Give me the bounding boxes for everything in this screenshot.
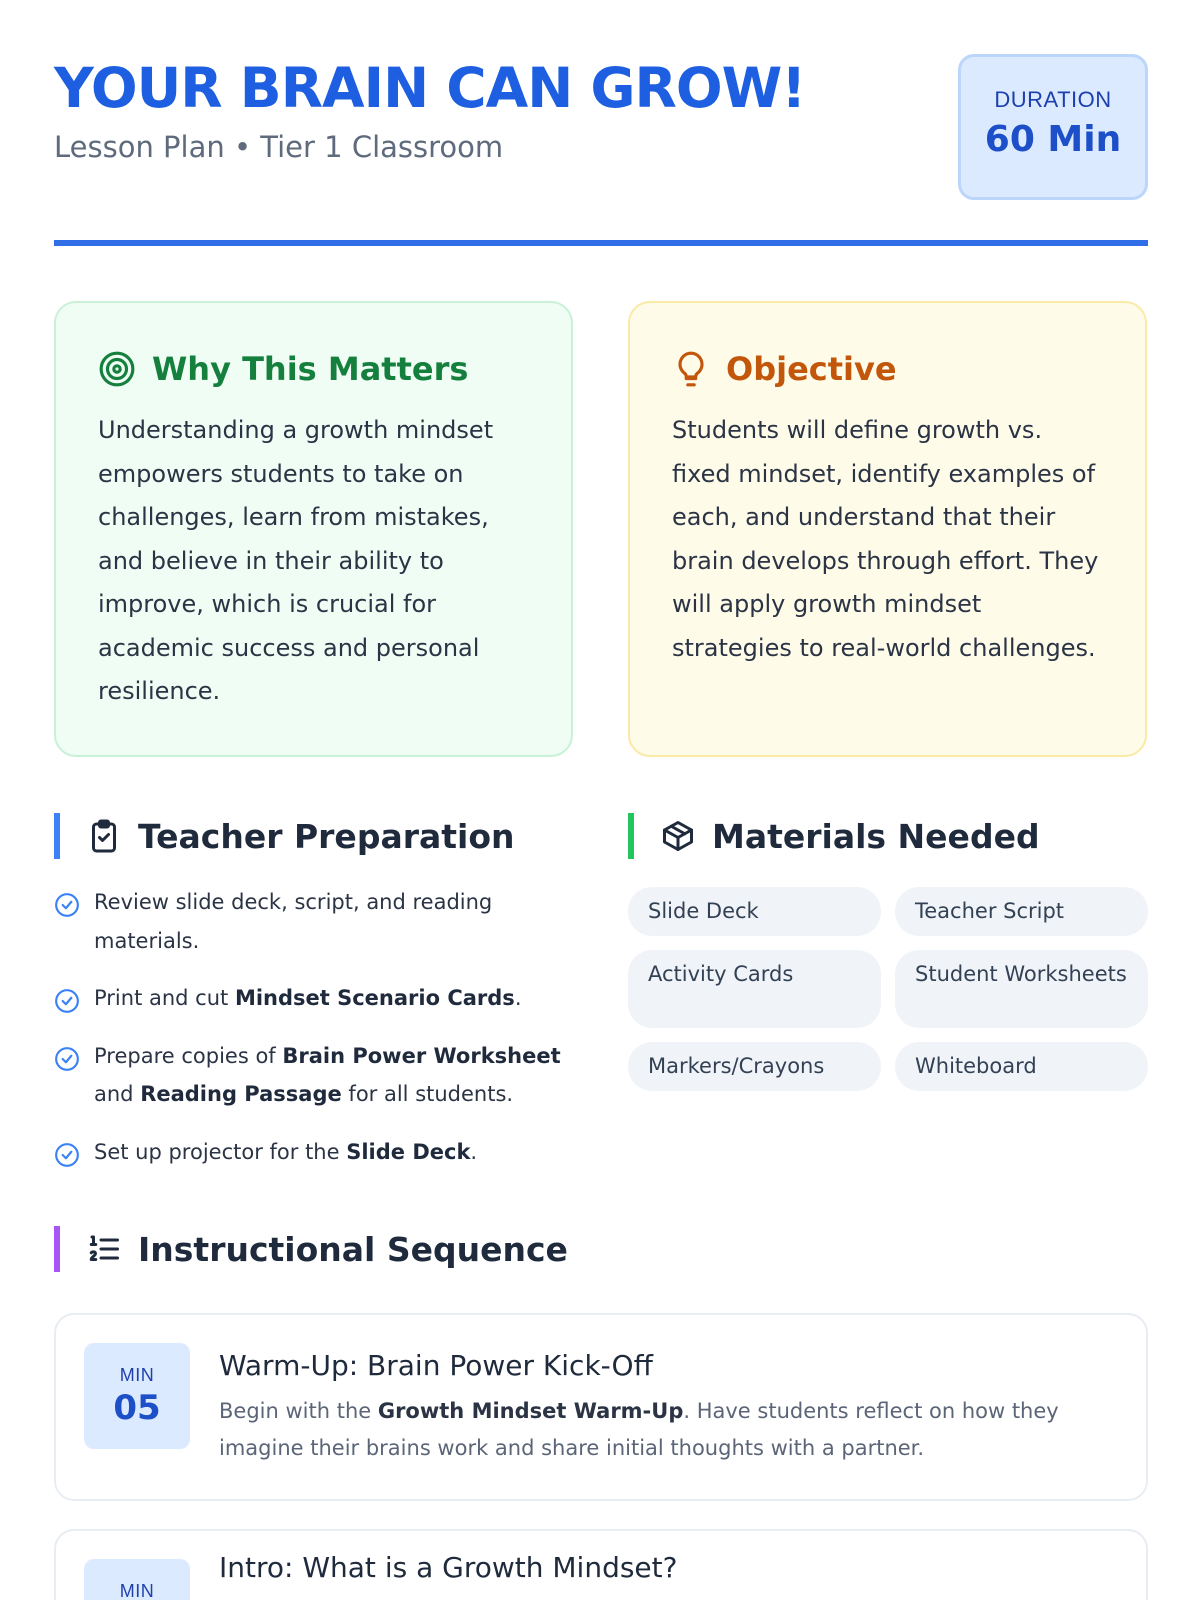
minute-value: 05 bbox=[113, 1388, 161, 1428]
duration-badge bbox=[958, 54, 1148, 200]
material-pill: Teacher Script bbox=[895, 887, 1148, 936]
step-description: Begin with the Growth Mindset Warm-Up. Have students reflect on how they imagine their brains work and share initial thoughts with a partner. bbox=[219, 1399, 1059, 1460]
page-title: YOUR BRAIN CAN GROW! bbox=[54, 56, 806, 120]
prep-item-text: Review slide deck, script, and reading materials. bbox=[94, 890, 493, 953]
list-item bbox=[54, 883, 574, 960]
header-divider bbox=[54, 240, 1148, 246]
prep-item-text: Set up projector for the Slide Deck. bbox=[94, 1139, 478, 1164]
material-pill: Activity Cards bbox=[628, 950, 881, 1028]
target-icon bbox=[98, 350, 136, 388]
why-this-matters-card bbox=[54, 301, 573, 757]
check-circle-icon bbox=[54, 1046, 80, 1072]
section-accent-bar bbox=[54, 813, 60, 859]
teacher-preparation-list bbox=[54, 883, 574, 1190]
ordered-list-icon bbox=[86, 1231, 122, 1267]
lesson-header bbox=[54, 54, 1148, 204]
check-circle-icon bbox=[54, 1142, 80, 1168]
minute-badge bbox=[84, 1559, 190, 1600]
step-title: Warm-Up: Brain Power Kick-Off bbox=[219, 1349, 653, 1382]
materials-needed-title: Materials Needed bbox=[712, 816, 1040, 856]
prep-item-text: Prepare copies of Brain Power Worksheet and Reading Passage for all students. bbox=[94, 1043, 561, 1106]
instructional-sequence-title: Instructional Sequence bbox=[138, 1229, 568, 1269]
sequence-step-card bbox=[54, 1313, 1148, 1501]
why-this-matters-body: Understanding a growth mindset empowers students to take on challenges, learn from mistakes, and believe in their ability to improve, which is crucial for academic success and personal resilience. bbox=[98, 416, 494, 705]
material-pill: Whiteboard bbox=[895, 1042, 1148, 1091]
material-pill: Student Worksheets bbox=[895, 950, 1148, 1028]
section-accent-bar bbox=[54, 1226, 60, 1272]
package-icon bbox=[660, 818, 696, 854]
sequence-step-card bbox=[54, 1529, 1148, 1600]
list-item bbox=[54, 1037, 574, 1114]
list-item bbox=[54, 1133, 574, 1172]
materials-needed-heading bbox=[628, 813, 1040, 859]
material-pill: Slide Deck bbox=[628, 887, 881, 936]
clipboard-check-icon bbox=[86, 818, 122, 854]
check-circle-icon bbox=[54, 892, 80, 918]
why-this-matters-title: Why This Matters bbox=[152, 350, 469, 388]
instructional-sequence-heading bbox=[54, 1226, 568, 1272]
step-title: Intro: What is a Growth Mindset? bbox=[219, 1551, 678, 1584]
materials-list bbox=[628, 887, 1148, 1091]
duration-value: 60 Min bbox=[984, 119, 1122, 160]
material-pill: Markers/Crayons bbox=[628, 1042, 881, 1091]
prep-item-text: Print and cut Mindset Scenario Cards. bbox=[94, 986, 522, 1010]
minute-label: MIN bbox=[119, 1365, 155, 1385]
teacher-preparation-heading bbox=[54, 813, 515, 859]
duration-label: DURATION bbox=[994, 87, 1112, 112]
page-subtitle: Lesson Plan • Tier 1 Classroom bbox=[54, 130, 504, 164]
minute-badge bbox=[84, 1343, 190, 1449]
section-accent-bar bbox=[628, 813, 634, 859]
objective-title: Objective bbox=[726, 350, 897, 388]
lightbulb-icon bbox=[672, 350, 710, 388]
check-circle-icon bbox=[54, 988, 80, 1014]
teacher-preparation-title: Teacher Preparation bbox=[138, 816, 515, 856]
objective-body: Students will define growth vs. fixed mindset, identify examples of each, and understand that their brain develops through effort. They will apply growth mindset strategies to real-world challenges. bbox=[672, 416, 1099, 662]
list-item bbox=[54, 979, 574, 1018]
objective-card bbox=[628, 301, 1147, 757]
minute-label: MIN bbox=[119, 1581, 155, 1600]
